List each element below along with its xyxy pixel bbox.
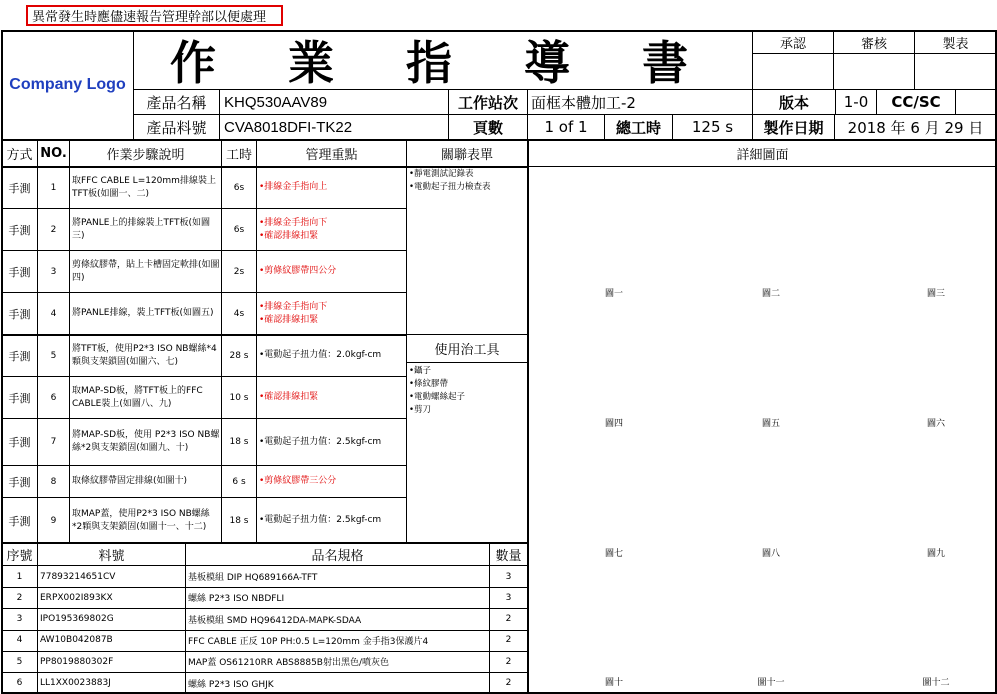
step-key [259,377,405,418]
bom-seq: 4 [16,635,23,646]
step-desc: 將TFT板，使用P2*3 ISO NB螺絲*4顆與支架鎖固(如圖六、七) [72,343,217,367]
bom-seq: 3 [16,614,23,625]
figure-label: 圖七 [604,548,623,559]
product-name-label: 產品名稱 [146,93,207,112]
col-figure: 詳細圖面 [736,148,789,163]
step-key-line: •排線金手指向上 [259,182,328,192]
figure-label: 圖六 [926,418,945,429]
step-desc: 剪條紋膠帶，貼上卡槽固定軟排(如圖四) [72,259,220,283]
step-key-line: •電動起子扭力值：2.0kgf-cm [259,350,382,360]
step-no: 3 [50,266,57,277]
tool-item: •電動螺絲起子 [409,392,466,402]
station-label: 工作站次 [457,93,518,112]
review-label: 審核 [860,36,887,52]
step-key [259,293,405,334]
step-key [259,209,405,250]
step-time: 18 s [229,515,249,526]
pages-label: 頁數 [472,118,503,137]
version-label: 版本 [778,93,809,112]
bom-qty: 2 [505,635,512,646]
tools-list [409,365,526,425]
step-key-line: •電動起子扭力值：2.5kgf-cm [259,515,382,525]
total-time-value: 125 s [691,118,734,136]
step-desc: 取FFC CABLE L=120mm排線裝上TFT板(如圖一、二) [72,175,216,199]
bom-qty: 2 [505,656,512,667]
step-key [259,419,405,465]
col-desc: 作業步驟說明 [106,148,185,163]
figure-label: 圖八 [761,548,780,559]
col-method: 方式 [6,148,33,163]
step-desc: 將MAP-SD板，使用 P2*3 ISO NB螺絲*2與支架鎖固(如圖九、十) [72,430,220,453]
step-time: 6s [233,182,245,193]
step-method: 手測 [8,391,31,405]
bom-part: ERPX002I893KX [40,592,113,603]
step-no: 9 [50,515,57,526]
bom-spec: 基板模組 DIP HQ689166A-TFT [188,573,318,583]
figure-label: 圖三 [926,288,945,299]
step-key-line: •排線金手指向下 [259,301,328,312]
figure-label: 圖二 [761,288,780,299]
tool-item: •條紋膠帶 [409,379,449,389]
make-signature-box[interactable] [915,54,996,89]
step-time: 10 s [229,392,249,403]
bom-spec: 螺絲 P2*3 ISO NBDFLI [188,594,285,605]
step-time: 6 s [232,476,246,487]
bom-seq: 6 [16,678,23,688]
step-key-line: •確認排線扣緊 [259,314,319,325]
bom-spec: 螺絲 P2*3 ISO GHJK [188,679,274,690]
part-no-label: 產品料號 [146,118,207,137]
step-method: 手測 [8,349,31,363]
step-time: 28 s [229,350,249,361]
pages-value: 1 of 1 [544,118,588,136]
tool-item: •剪刀 [409,405,432,415]
figure-label: 圖一 [604,288,623,299]
step-key-line: •剪條紋膠帶三公分 [259,476,337,486]
col-key: 管理重點 [305,148,358,163]
bom-seq: 1 [16,571,23,582]
bom-col-part: 料號 [98,549,125,564]
approve-signature-box[interactable] [753,54,833,89]
bom-qty: 3 [505,592,512,603]
step-time: 6s [233,224,245,235]
part-no-value: CVA8018DFI-TK22 [224,118,353,136]
col-no: NO. [40,146,67,161]
step-key-line: •確認排線扣緊 [259,230,319,241]
make-label: 製表 [942,36,969,52]
station-value: 面框本體加工-2 [531,93,636,112]
form-item: •靜電測試記錄表 [409,169,474,179]
figure-label: 圖四 [604,418,623,429]
bom-col-spec: 品名規格 [311,549,364,564]
step-no: 6 [50,392,57,403]
bom-qty: 3 [505,571,512,582]
step-key-line: •剪條紋膠帶四公分 [259,266,337,276]
step-key [259,498,405,543]
step-time: 4s [233,308,245,319]
notice-text: 異常發生時應儘速報告管理幹部以便處理 [32,10,267,25]
approve-label: 承認 [779,36,806,52]
bom-seq: 2 [16,592,23,603]
step-key-line: •電動起子扭力值：2.5kgf-cm [259,436,382,447]
step-key [259,251,405,292]
bom-part: IPO195369802G [40,614,114,625]
step-method: 手測 [8,436,31,449]
figure-label: 圖十 [604,677,623,688]
date-label: 製作日期 [763,118,824,137]
bom-spec: MAP蓋 OS61210RR ABS8885B射出黑色/噴灰色 [188,658,390,669]
step-desc: 將PANLE上的排線裝上TFT板(如圖三) [72,217,210,241]
version-code: CC/SC [891,93,941,111]
bom-col-seq: 序號 [6,549,33,564]
step-method: 手測 [8,475,31,489]
page-title: 作 業 指 導 書 [169,36,717,89]
bom-part: LL1XX0023883J [40,678,111,688]
step-desc: 取MAP-SD板，將TFT板上的FFC CABLE裝上(如圖八、九) [72,385,203,409]
bom-part: PP8019880302F [40,656,114,667]
bom-spec: 基板模組 SMD HQ96412DA-MAPK-SDAA [188,615,362,626]
total-time-label: 總工時 [615,118,661,137]
step-no: 7 [50,437,57,447]
form-item: •電動起子扭力檢查表 [409,182,491,192]
product-name-value: KHQ530AAV89 [224,93,328,111]
step-key [259,167,405,208]
review-signature-box[interactable] [834,54,914,89]
bom-spec: FFC CABLE 正反 10P PH:0.5 L=120mm 金手指3保護片4 [188,636,429,647]
step-key [259,466,405,497]
notice-banner [26,5,283,26]
bom-part: AW10B042087B [40,635,113,646]
step-key [259,335,405,376]
bom-col-qty: 數量 [495,549,522,564]
tools-label: 使用治工具 [434,343,500,358]
bom-qty: 2 [505,614,512,625]
bom-qty: 2 [505,678,512,688]
col-forms: 關聯表單 [440,148,493,163]
step-desc: 將PANLE排線，裝上TFT板(如圖五) [72,308,214,318]
step-no: 2 [50,224,57,235]
tool-item: •鑷子 [409,366,432,376]
step-key-line: •排線金手指向下 [259,217,328,228]
step-key-line: •確認排線扣緊 [259,392,319,402]
step-method: 手測 [8,223,31,237]
step-time: 18 s [229,437,249,447]
step-desc: 取MAP蓋，使用P2*3 ISO NB螺絲*2顆與支架鎖固(如圖十一、十二) [72,508,210,532]
col-time: 工時 [225,148,252,163]
bom-seq: 5 [16,656,23,667]
figure-label: 圖十二 [922,677,950,688]
figure-label: 圖五 [761,418,780,429]
step-desc: 取條紋膠帶固定排線(如圖十) [72,476,188,486]
company-logo: Company Logo [9,76,126,93]
step-method: 手測 [8,265,31,279]
forms-list [409,168,526,333]
date-value: 2018 年 6 月 29 日 [847,118,984,137]
step-method: 手測 [8,181,31,195]
step-method: 手測 [8,307,31,321]
step-no: 8 [50,476,57,487]
step-no: 5 [50,350,57,361]
step-no: 4 [50,308,57,319]
figure-label: 圖九 [926,548,945,559]
step-method: 手測 [8,514,31,528]
step-time: 2s [233,266,245,277]
step-no: 1 [50,182,57,193]
version-value: 1-0 [843,93,869,111]
figure-label: 圖十一 [757,677,785,688]
bom-part: 77893214651CV [40,571,116,582]
